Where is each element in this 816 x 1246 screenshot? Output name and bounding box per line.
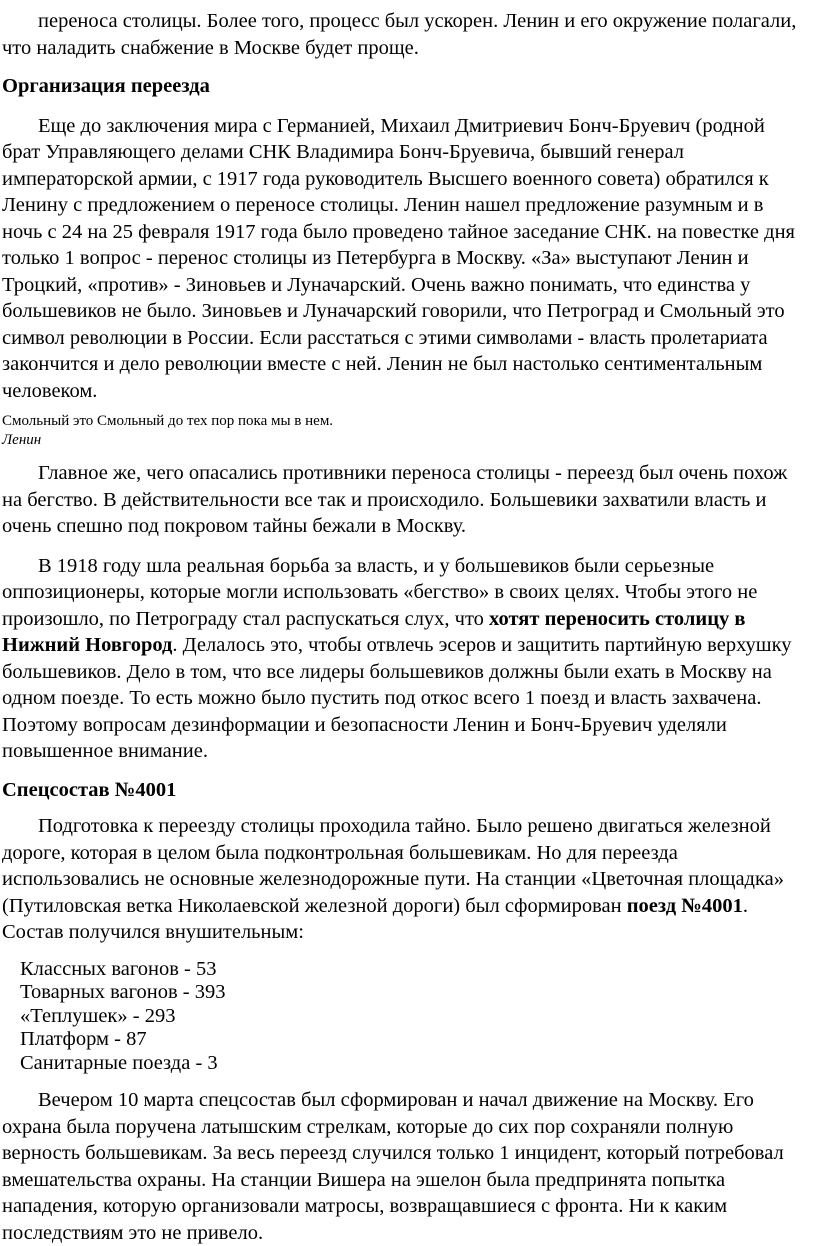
paragraph-preparation-part1: Подготовка к переезду столицы проходила тайно. Было решено двигаться железной дороге, которая в целом была подконтрольная большевикам. Но для переезда использовались не основные железнодорожные пути. На станции «Цветочная площадка» (Путиловская ветка Николаевской железной дороги) был сформирован xyxy=(2,815,784,917)
section-heading-train: Спецсостав №4001 xyxy=(2,778,177,801)
paragraph-struggle xyxy=(2,553,802,765)
list-item: Санитарные поезда - 3 xyxy=(20,1051,218,1074)
paragraph-preparation-part2: . Состав получился внушительным: xyxy=(2,894,748,943)
list-item: «Теплушек» - 293 xyxy=(20,1004,176,1027)
paragraph-intro: переноса столицы. Более того, процесс был ускорен. Ленин и его окружение полагали, что наладить снабжение в Москве будет проще. xyxy=(2,10,797,59)
paragraph-departure: Вечером 10 марта спецсостав был сформирован и начал движение на Москву. Его охрана была поручена латышским стрелкам, которые до сих пор сохраняли полную верность большевикам. За весь переезд случился только 1 инцидент, который потребовал вмешательства охраны. На станции Вишера на эшелон была предпринята попытка нападения, которую организовали матросы, возвращавшиеся с фронта. Ни к каким последствиям это не привело. xyxy=(2,1089,784,1244)
paragraph-bonch-bruevich: Еще до заключения мира с Германией, Михаил Дмитриевич Бонч-Бруевич (родной брат Управляющего делами СНК Владимира Бонч-Бруевича, бывший генерал императорской армии, с 1917 года руководитель Высшего военного совета) обратился к Ленину с предложением о переносе столицы. Ленин нашел предложение разумным и в ночь с 24 на 25 февраля 1917 года было проведено тайное заседание СНК. на повестке дня только 1 вопрос - перенос столицы из Петербурга в Москву. «За» выступают Ленин и Троцкий, «против» - Зиновьев и Луначарский. Очень важно понимать, что единства у большевиков не было. Зиновьев и Луначарский говорили, что Петроград и Смольный это символ революции в России. Если расстаться с этими символами - власть пролетариата закончится и дело революции вместе с ней. Ленин не был настолько сентиментальным человеком. xyxy=(2,114,795,402)
paragraph-struggle-part1: В 1918 году шла реальная борьба за власть, и у большевиков были серьезные оппозиционеры, которые могли использовать «бегство» в своих целях. Чтобы этого не произошло, по Петрограду стал распускаться слух, что xyxy=(2,554,758,630)
train-composition-list xyxy=(20,958,802,1076)
paragraph-preparation-bold: поезд №4001 xyxy=(626,894,743,917)
list-item: Товарных вагонов - 393 xyxy=(20,981,226,1003)
list-item: Классных вагонов - 53 xyxy=(20,957,217,980)
paragraph-struggle-bold: хотят переносить столицу в Нижний Новгород xyxy=(2,607,746,656)
list-item: Платформ - 87 xyxy=(20,1028,147,1050)
quote-text: Смольный это Смольный до тех пор пока мы в нем. xyxy=(2,413,334,429)
section-heading-organization: Организация переезда xyxy=(2,75,210,97)
paragraph-preparation xyxy=(2,813,802,946)
quote-author: Ленин xyxy=(2,432,42,448)
paragraph-struggle-part2: . Делалось это, чтобы отвлечь эсеров и защитить партийную верхушку большевиков. Дело в том, что все лидеры большевиков должны были ехать в Москву на одном поезде. То есть можно было пустить под откос всего 1 поезд и власть захвачена. Поэтому вопросам дезинформации и безопасности Ленин и Бонч-Бруевич уделяли повышенное внимание. xyxy=(2,634,792,762)
paragraph-escape: Главное же, чего опасались противники переноса столицы - переезд был очень похож на бегство. В действительности все так и происходило. Большевики захватили власть и очень спешно под покровом тайны бежали в Москву. xyxy=(2,462,788,537)
